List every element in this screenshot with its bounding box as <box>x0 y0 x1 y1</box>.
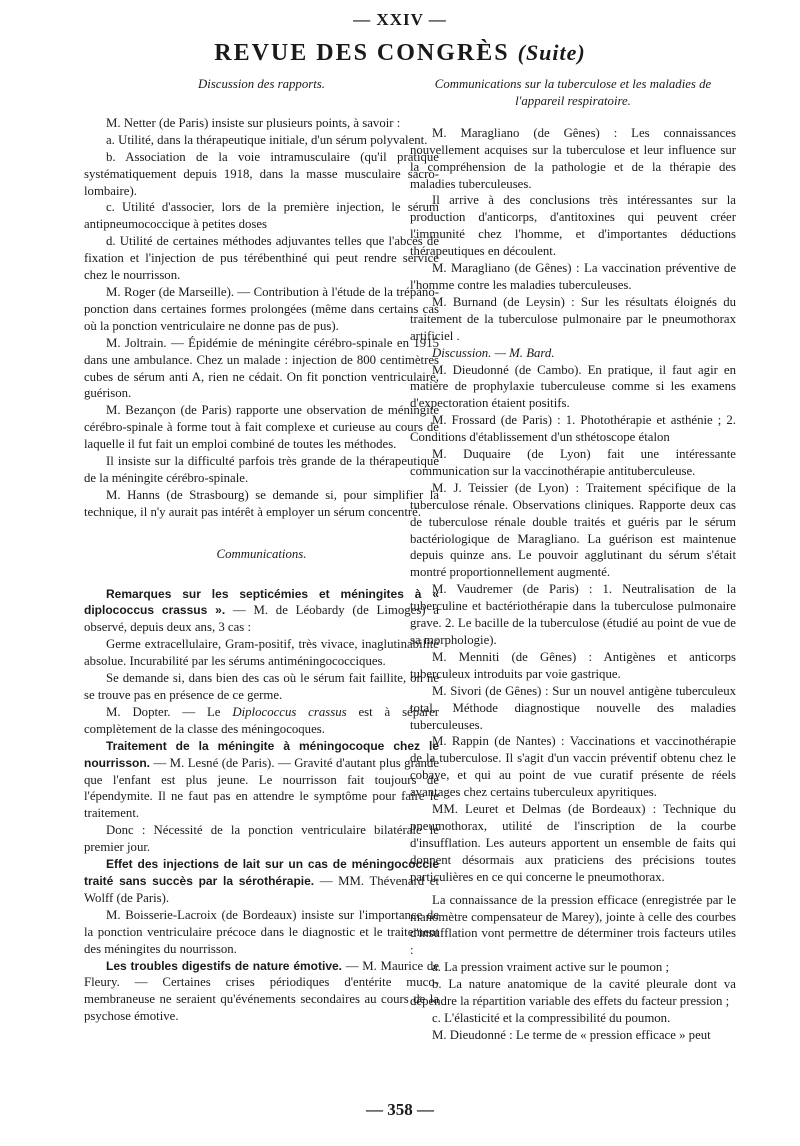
text-run: est à séparer complètement de la classe des méningocoques. <box>84 704 440 736</box>
paragraph: b. Association de la voie intramusculaire (qu'il pratique systématiquement depuis 1918, dans la masse musculaire sacro-lombaire). <box>84 149 439 198</box>
paragraph: M. Netter (de Paris) insiste sur plusieurs points, à savoir : <box>106 115 401 130</box>
communication-paragraph <box>84 958 439 1026</box>
paragraph: M. Dieudonné : Le terme de « pression efficace » peut <box>432 1027 711 1042</box>
paragraph: M. Hanns (de Strasbourg) se demande si, pour simplifier la technique, il n'y aurait pas intérêt à employer un sérum concentré. <box>84 487 439 519</box>
communication-paragraph <box>84 586 439 637</box>
page-title <box>0 40 800 67</box>
communication-title: Effet des injections de lait sur un cas de méningococcie traité sans succès par la sérothérapie. <box>84 857 439 888</box>
paragraph: Discussion. — M. Bard. <box>432 345 555 360</box>
communication-title: Remarques sur les septicémies et méningites à « diplococcus crassus ». <box>84 586 439 618</box>
paragraph: a. La pression vraiment active sur le poumon ; <box>432 960 670 975</box>
title-main: REVUE DES CONGRÈS <box>214 40 510 66</box>
paragraph: M. Bezançon (de Paris) rapporte une observation de méningite cérébro-spinale à forme tout à fait complexe et curieuse au cours de laquelle il fut fait un emploi combiné de toutes les méthodes. <box>84 403 439 452</box>
paragraph: M. Maragliano (de Gênes) : La vaccination préventive de l'homme contre les maladies tuberculeuses. <box>410 261 736 292</box>
paragraph: M. Duquaire (de Lyon) fait une intéressante communication sur la vaccinothérapie antituberculeuse. <box>410 447 736 478</box>
paragraph: M. Menniti (de Gênes) : Antigènes et anticorps tuberculeux introduits par voie gastrique. <box>410 649 736 681</box>
section-heading-tuberculose: Communications sur la tuberculose et les maladies de l'appareil respiratoire. <box>434 77 712 108</box>
paragraph: c. L'élasticité et la compressibilité du poumon. <box>432 1010 671 1025</box>
paragraph: M. Burnand (de Leysin) : Sur les résultats éloignés du traitement de la tuberculose pulmonaire par le pneumothorax artificiel . <box>410 294 736 343</box>
paragraph: M. Vaudremer (de Paris) : 1. Neutralisation de la tuberculine et bactériothérapie dans la tuberculose pulmonaire grave. 2. Le bacille de la tuberculose (étudié au point de vue de sa morphologie). <box>410 582 736 647</box>
page-number: — 358 — <box>366 1100 434 1119</box>
spacer <box>84 572 439 586</box>
paragraph: M. Maragliano (de Gênes) : Les connaissances nouvellement acquises sur la tuberculose et leur influence sur la compréhension de la pathologie et de la thérapie des maladies tuberculeuses. <box>410 125 736 191</box>
section-heading-communications: Communications. <box>216 546 307 561</box>
title-suite: (Suite) <box>517 40 586 65</box>
paragraph: M. Sivori (de Gênes) : Sur un nouvel antigène tuberculeux total. Méthode diagnostique nouvelle des maladies tuberculeuses. <box>410 683 736 732</box>
paragraph: MM. Leuret et Delmas (de Bordeaux) : Technique du pneumothorax, utilité de l'inscription de la courbe d'insufflation. Les auteurs apportent un ensemble de faits qui donnent désormais aux praticiens des précisions toutes particulières en ce qui concerne le pneumothorax. <box>410 802 736 884</box>
communication-body: — M. Lesné (de Paris). — Gravité d'autant plus grande que l'enfant est plus jeune. Le nourrisson fait toujours de l'épendymite. Il ne faut pas en attendre le symptôme pour faire le traitement. <box>84 755 439 821</box>
left-column <box>84 76 439 1025</box>
paragraph: c. Utilité d'associer, lors de la première injection, le sérum antipneumococcique à petites doses <box>84 200 439 232</box>
communication-body: — M. Maurice de Fleury. — Certaines crises périodiques d'entérite muco-membraneuse ne seraient qu'événements secondaires au cours de la psychose émotive. <box>84 958 439 1024</box>
communication-paragraph <box>84 738 439 823</box>
roman-page-number: — XXIV — <box>353 10 447 29</box>
paragraph: Germe extracellulaire, Gram-positif, très vivace, inaglutinabilité absolue. Incurabilité par les sérums antiméningococciques. <box>84 637 439 669</box>
italic-term: Diplococcus crassus <box>232 704 347 719</box>
paragraph: La connaissance de la pression efficace (enregistrée par le manomètre compensateur de Marey), jointe à celle des courbes d'insufflation vont permettre de déterminer trois facteurs utiles : <box>410 892 736 958</box>
paragraph: M. Joltrain. — Épidémie de méningite cérébro-spinale en 1915 dans une ambulance. Chez un malade : injection de 800 centimètres cubes de sérum anti A, rien ne cédait. On fit ponction ventriculaire, guérison. <box>84 335 439 401</box>
communication-title: Les troubles digestifs de nature émotive. <box>106 958 343 973</box>
text-run: M. Dopter. — Le <box>106 704 233 719</box>
paragraph: M. Rappin (de Nantes) : Vaccinations et vaccinothérapie de la tuberculose. Il s'agit d'un vaccin préventif obtenu chez le cobaye, et qui au point de vue curatif présente de réels avantages chez certains tuberculeux apyritiques. <box>410 734 736 800</box>
paragraph: Il insiste sur la difficulté parfois très grande de la thérapeutique de la méningite cérébro-spinale. <box>84 454 439 485</box>
paragraph: M. Dieudonné (de Cambo). En pratique, il faut agir en matière de prophylaxie tuberculeuse comme si les examens d'expectoration étaient positifs. <box>410 362 736 411</box>
paragraph: Se demande si, dans bien des cas où le sérum fait faillite, on ne se trouve pas en présence de ce germe. <box>84 671 439 702</box>
right-column <box>410 76 736 1044</box>
paragraph: M. J. Teissier (de Lyon) : Traitement spécifique de la tuberculose rénale. Observations cliniques. Rapporte deux cas de tuberculose rénale double traités et guéris par le sérum bactériologique de Maragliano. La guérison est maintenue depuis quinze ans. Le pouvoir agglutinant du sérum s'était montré proportionnellement augmenté. <box>410 480 736 580</box>
paragraph: M. Roger (de Marseille). — Contribution à l'étude de la trépano-ponction dans certaines formes prolongées (même dans certains cas où la ponction ventriculaire ne donne pas de pus). <box>84 284 439 333</box>
communication-paragraph <box>84 856 439 907</box>
paragraph: M. Frossard (de Paris) : 1. Photothérapie et asthénie ; 2. Conditions d'établissement d'un sthétoscope étalon <box>410 413 736 445</box>
paragraph: d. Utilité de certaines méthodes adjuvantes telles que l'abcès de fixation et l'injection de pus térébenthiné qui peut rendre service chez le nourrisson. <box>84 234 439 283</box>
section-heading-discussion: Discussion des rapports. <box>198 77 325 91</box>
paragraph: Il arrive à des conclusions très intéressantes sur la production d'anticorps, d'antitoxines qui peuvent créer l'immunité chez l'homme, et d'importantes déductions thérapeutiques en découlent. <box>410 193 736 259</box>
communication-body: — M. de Léobardy (de Limoges) a observé, depuis deux ans, 3 cas : <box>84 603 439 635</box>
paragraph: a. Utilité, dans la thérapeutique initiale, d'un sérum polyvalent. <box>106 132 428 147</box>
communication-title: Traitement de la méningite à méningocoque chez le nourrisson. <box>84 738 439 770</box>
paragraph <box>84 704 439 738</box>
communication-body: — MM. Thévenard et Wolff (de Paris). <box>84 873 440 905</box>
paragraph: Donc : Nécessité de la ponction ventriculaire bilatérale le premier jour. <box>84 823 439 855</box>
paragraph: b. La nature anatomique de la cavité pleurale dont va dépendre la répartition variable des effets du facteur pression ; <box>410 977 736 1009</box>
spacer <box>84 521 439 546</box>
paragraph: M. Boisserie-Lacroix (de Bordeaux) insiste sur l'importance de la ponction ventriculaire précoce dans le diagnostic et le traitement des méningites du nourrisson. <box>84 907 439 956</box>
